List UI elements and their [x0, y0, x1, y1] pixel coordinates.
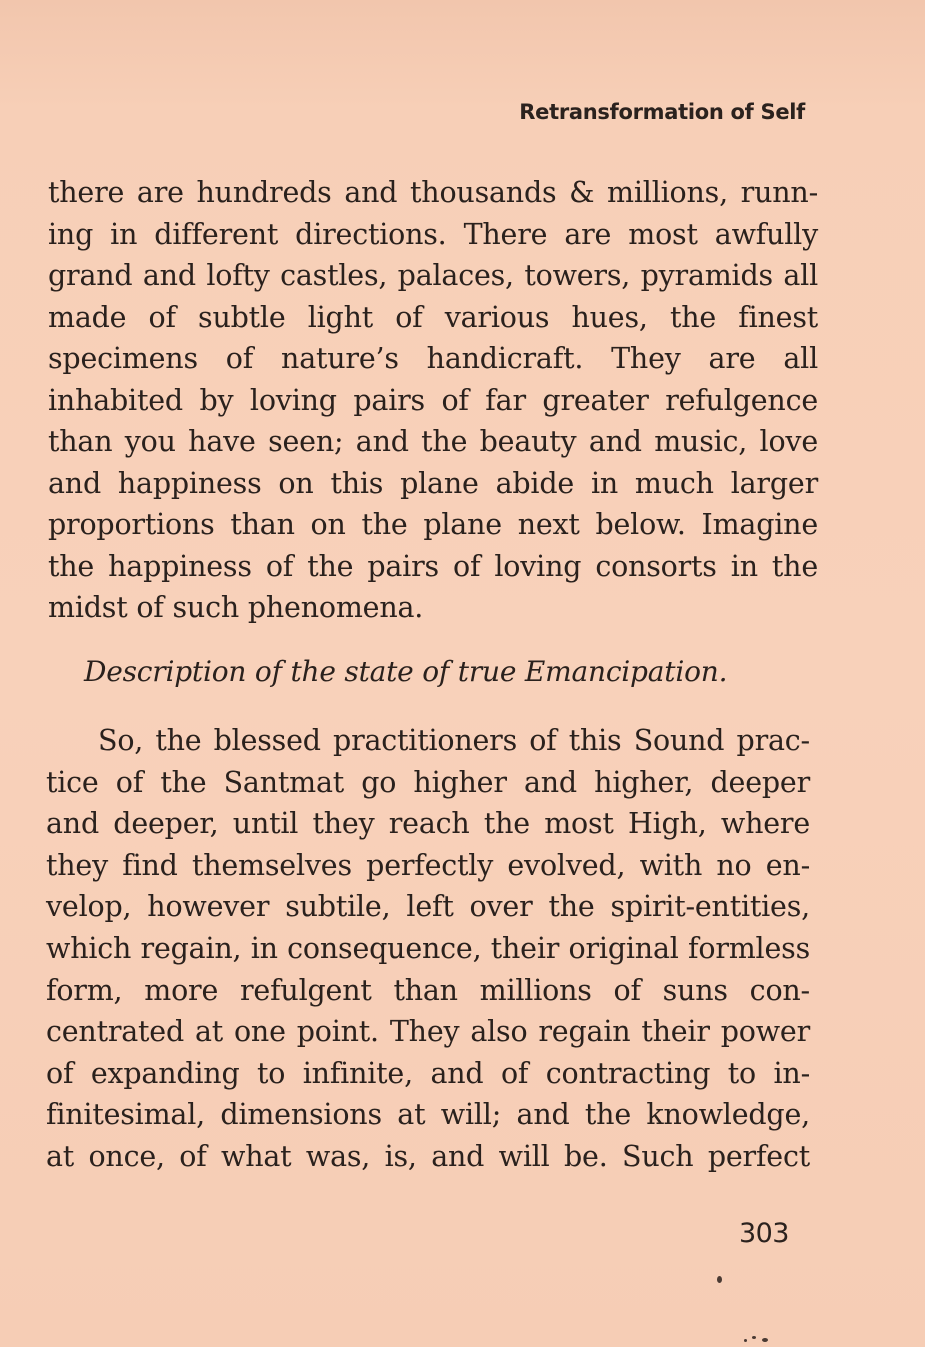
text-line: inhabited by loving pairs of far greater refulgence [48, 383, 818, 417]
text-line: proportions than on the plane next below. Imagine [48, 508, 818, 541]
text-line: ing in different directions. There are most awfully [48, 217, 818, 251]
text-line: at once, of what was, is, and will be. Such perfect [46, 1139, 810, 1173]
text-line: they find themselves perfectly evolved, with no en- [46, 848, 810, 882]
paragraph-1 [48, 172, 818, 629]
paragraph-2 [46, 720, 810, 1178]
running-head: Retransformation of Self [519, 100, 805, 124]
paper-speck [717, 1276, 722, 1283]
paper-speck [762, 1338, 768, 1342]
paper-speck [744, 1339, 747, 1342]
text-line: tice of the Santmat go higher and higher, deeper [46, 765, 810, 799]
text-line: and happiness on this plane abide in much larger [48, 466, 818, 500]
text-line: than you have seen; and the beauty and music, love [48, 425, 818, 458]
page-number: 303 [738, 1218, 789, 1249]
text-line: centrated at one point. They also regain their power [46, 1015, 810, 1049]
text-line: and deeper, until they reach the most High, where [46, 807, 810, 841]
text-line: velop, however subtile, left over the spirit-entities, [46, 890, 810, 924]
text-line: finitesimal, dimensions at will; and the knowledge, [46, 1098, 810, 1132]
text-line: grand and lofty castles, palaces, towers, pyramids all [48, 259, 818, 292]
section-subheading: Description of the state of true Emancipation. [84, 655, 728, 688]
text-line: form, more refulgent than millions of suns con- [46, 973, 810, 1007]
text-line: So, the blessed practitioners of this Sound prac- [98, 724, 810, 757]
text-line: of expanding to infinite, and of contracting to in- [46, 1056, 810, 1090]
text-line: the happiness of the pairs of loving consorts in the [48, 549, 818, 583]
text-line: there are hundreds and thousands & millions, runn- [48, 176, 818, 209]
text-line: midst of such phenomena. [48, 591, 424, 624]
text-line: specimens of nature’s handicraft. They are all [48, 342, 818, 375]
text-line: which regain, in consequence, their original formless [46, 931, 810, 965]
text-line: made of subtle light of various hues, the finest [48, 300, 818, 334]
paper-speck [752, 1336, 756, 1339]
